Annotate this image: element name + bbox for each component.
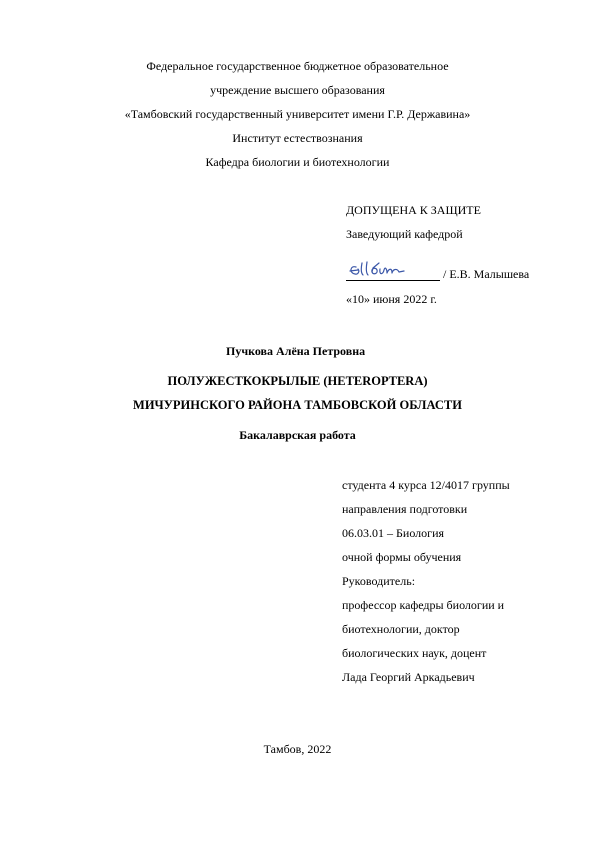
thesis-title-line-2: МИЧУРИНСКОГО РАЙОНА ТАМБОВСКОЙ ОБЛАСТИ xyxy=(133,398,462,412)
footer-city-year: Тамбов, 2022 xyxy=(263,742,332,756)
detail-line: биологических наук, доцент xyxy=(342,646,487,660)
signature-underline xyxy=(346,267,440,281)
header-line-3: «Тамбовский государственный университет имени Г.Р. Державина» xyxy=(124,107,471,121)
header-line-5: Кафедра биологии и биотехнологии xyxy=(205,155,390,169)
detail-line: профессор кафедры биологии и xyxy=(342,598,505,612)
supervisor-name: Лада Георгий Аркадьевич xyxy=(342,670,475,684)
supervisor-label: Руководитель: xyxy=(342,574,416,588)
header-line-1: Федеральное государственное бюджетное образовательное xyxy=(146,59,449,73)
approval-role: Заведующий кафедрой xyxy=(346,227,463,241)
header-line-2: учреждение высшего образования xyxy=(210,83,385,97)
header-line-4: Институт естествознания xyxy=(232,131,363,145)
handwritten-signature xyxy=(346,259,416,281)
thesis-title-line-1: ПОЛУЖЕСТКОКРЫЛЫЕ (HETEROPTERA) xyxy=(167,374,428,388)
approval-signer: / Е.В. Малышева xyxy=(443,267,530,281)
approval-signature-line xyxy=(346,267,529,281)
approval-title: ДОПУЩЕНА К ЗАЩИТЕ xyxy=(346,203,481,217)
detail-line: очной формы обучения xyxy=(342,550,462,564)
approval-date: «10» июня 2022 г. xyxy=(346,292,437,306)
author-name: Пучкова Алёна Петровна xyxy=(226,344,366,358)
detail-line: студента 4 курса 12/4017 группы xyxy=(342,478,510,492)
detail-line: 06.03.01 – Биология xyxy=(342,526,445,540)
detail-line: биотехнологии, доктор xyxy=(342,622,460,636)
detail-line: направления подготовки xyxy=(342,502,468,516)
work-type: Бакалаврская работа xyxy=(239,428,356,442)
